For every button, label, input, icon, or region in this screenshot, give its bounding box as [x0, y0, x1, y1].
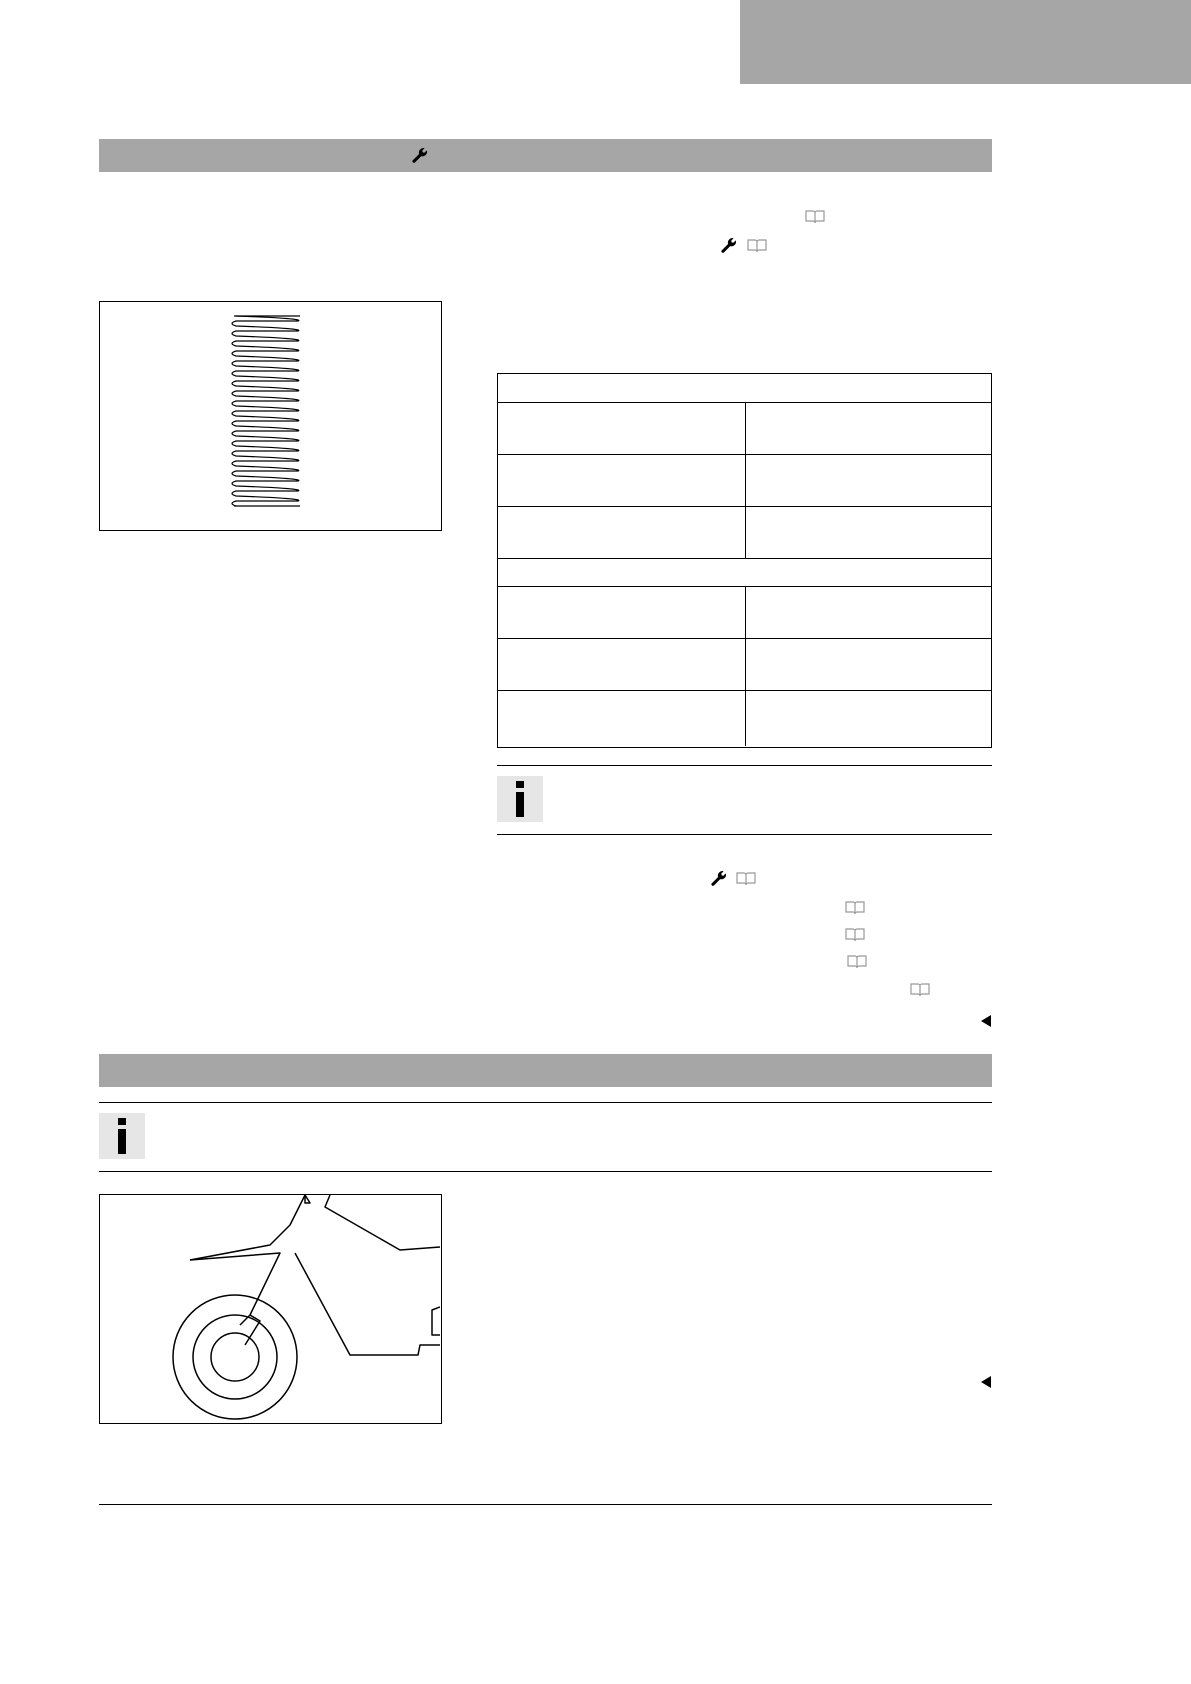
wrench-icon [411, 147, 429, 165]
wrench-icon [720, 237, 738, 255]
table-group-header-1 [498, 374, 991, 403]
table-column-divider [745, 586, 746, 746]
manual-reference-icon[interactable] [845, 927, 865, 943]
manual-reference-icon[interactable] [736, 871, 756, 887]
info-note-2 [99, 1102, 992, 1172]
motorcycle-drawing [100, 1195, 440, 1422]
section-bar-1 [99, 139, 992, 172]
info-icon [99, 1113, 145, 1159]
manual-reference-icon[interactable] [845, 900, 865, 916]
manual-reference-icon[interactable] [805, 209, 825, 225]
table-group-header-2 [498, 558, 991, 587]
info-icon [497, 776, 543, 822]
section-bar-2 [99, 1054, 992, 1087]
chapter-tab [740, 0, 1191, 84]
spring-coil [232, 316, 299, 506]
spring-illustration [99, 301, 442, 531]
motorcycle-illustration [99, 1194, 442, 1424]
end-of-procedure-icon [981, 1376, 995, 1388]
table-column-divider [745, 402, 746, 558]
spring-drawing [100, 302, 440, 529]
manual-reference-icon[interactable] [910, 982, 930, 998]
wrench-icon [710, 870, 728, 888]
footer-divider [99, 1504, 992, 1505]
info-note-1 [497, 765, 992, 835]
spec-table [497, 373, 992, 748]
manual-reference-icon[interactable] [847, 954, 867, 970]
end-of-procedure-icon [981, 1015, 995, 1027]
manual-reference-icon[interactable] [747, 238, 767, 254]
